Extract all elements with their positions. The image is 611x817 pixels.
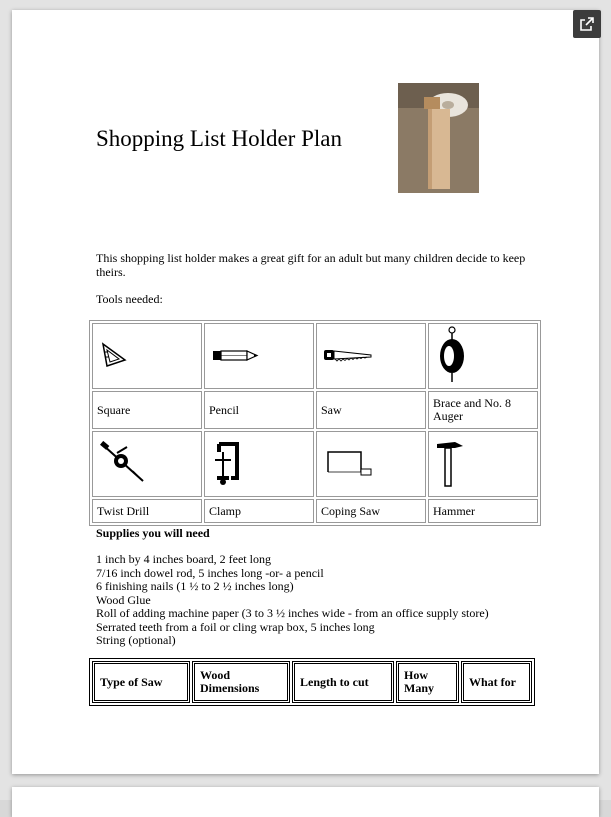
tool-cell	[92, 431, 202, 497]
document-page	[12, 10, 599, 774]
tools-heading: Tools needed:	[96, 292, 163, 306]
intro-line-2: theirs.	[96, 265, 126, 279]
coping-saw-icon	[323, 448, 373, 478]
brace-auger-icon	[435, 326, 469, 384]
tools-label-row	[92, 499, 538, 523]
hammer-icon	[435, 438, 467, 488]
supply-item: Serrated teeth from a foil or cling wrap box, 5 inches long	[96, 620, 375, 634]
tool-label-clamp: Clamp	[204, 499, 314, 523]
square-tool-icon	[99, 340, 129, 370]
intro-line-1: This shopping list holder makes a great gift for an adult but many children decide to keep	[96, 251, 526, 265]
supply-item: 7/16 inch dowel rod, 5 inches long -or- a pencil	[96, 566, 324, 580]
tool-cell	[204, 323, 314, 389]
tools-icon-row	[92, 431, 538, 497]
supply-item: Roll of adding machine paper (3 to 3 ½ inches wide - from an office supply store)	[96, 606, 489, 620]
col-type-of-saw: Type of Saw	[92, 661, 190, 703]
page-title: Shopping List Holder Plan	[96, 126, 342, 151]
supply-item: Wood Glue	[96, 593, 151, 607]
open-in-new-window-button[interactable]	[573, 10, 601, 38]
twist-drill-icon	[99, 441, 149, 485]
saw-icon	[323, 345, 373, 365]
tool-cell	[428, 323, 538, 389]
tool-label-twist-drill: Twist Drill	[92, 499, 202, 523]
tools-table	[89, 320, 541, 526]
col-length-to-cut: Length to cut	[292, 661, 394, 703]
supply-item: 6 finishing nails (1 ½ to 2 ½ inches long)	[96, 579, 294, 593]
tool-cell	[316, 431, 426, 497]
tool-label-hammer: Hammer	[428, 499, 538, 523]
shopping-list-holder-photo	[398, 83, 479, 193]
pencil-icon	[211, 347, 261, 363]
product-photo	[398, 83, 479, 193]
clamp-icon	[211, 438, 245, 488]
tool-cell	[316, 323, 426, 389]
tool-cell	[92, 323, 202, 389]
tool-label-brace: Brace and No. 8 Auger	[428, 391, 538, 429]
tool-label-coping-saw: Coping Saw	[316, 499, 426, 523]
col-how-many: How Many	[396, 661, 459, 703]
tools-label-row	[92, 391, 538, 429]
saw-cut-table	[89, 658, 535, 706]
col-wood-dimensions: Wood Dimensions	[192, 661, 290, 703]
tool-cell	[428, 431, 538, 497]
tool-label-saw: Saw	[316, 391, 426, 429]
tool-cell	[204, 431, 314, 497]
open-in-new-window-icon	[579, 16, 595, 32]
saw-table-header-row	[92, 661, 532, 703]
supply-item: String (optional)	[96, 633, 176, 647]
tools-icon-row	[92, 323, 538, 389]
col-what-for: What for	[461, 661, 532, 703]
next-page	[12, 787, 599, 817]
tool-label-pencil: Pencil	[204, 391, 314, 429]
supplies-heading: Supplies you will need	[96, 526, 210, 540]
tool-label-square: Square	[92, 391, 202, 429]
supply-item: 1 inch by 4 inches board, 2 feet long	[96, 552, 271, 566]
